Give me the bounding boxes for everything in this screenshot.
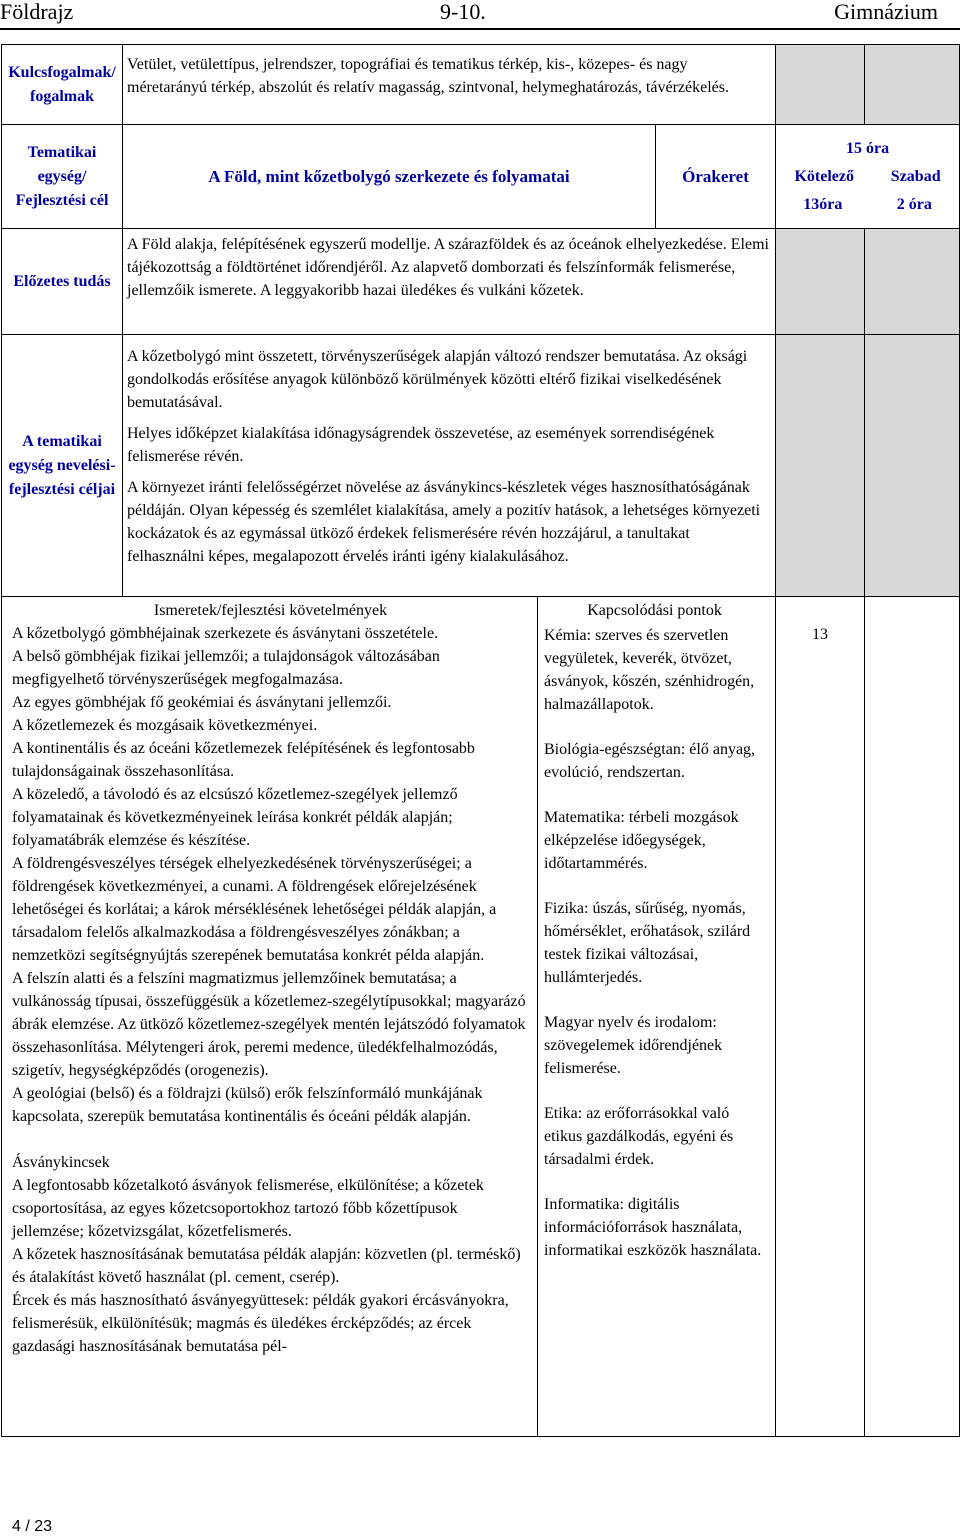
- requirement-subheading: Ásványkincsek: [12, 1154, 110, 1171]
- curriculum-table: [1, 44, 960, 1437]
- requirement-item: A belső gömbhéjak fizikai jellemzői; a tulajdonságok változásában megfigyelhető törvényszerűségek megfogalmazása.: [12, 648, 440, 688]
- key-concepts-text: Vetület, vetülettípus, jelrendszer, topográfiai és tematikus térkép, kis-, közepes- és nagy méretarányú térkép, abszolút és relatív magasság, szintvonal, helymeghatározás, távérzékelés.: [123, 45, 776, 125]
- connections-cell: [538, 597, 776, 1437]
- requirement-spacer: [12, 1128, 529, 1151]
- connection-item: Kémia: szerves és szervetlen vegyületek, keverék, ötvözet, ásványok, kőszén, szénhidrogén, halmazállapotok.: [544, 627, 755, 713]
- total-hours: 15 óra: [845, 139, 890, 157]
- requirement-item: A geológiai (belső) és a földrajzi (külső) erők felszínformáló munkájának kapcsolata, szerepük bemutatása kontinentális és óceáni példák alapján.: [12, 1085, 483, 1125]
- requirement-item: A kőzetlemezek és mozgásaik következményei.: [12, 717, 318, 734]
- connection-item: Informatika: digitális információforrások használata, informatikai eszközök használata.: [544, 1196, 762, 1259]
- connection-item: Biológia-egészségtan: élő anyag, evolúció, rendszertan.: [544, 741, 756, 781]
- requirement-item: A földrengésveszélyes térségek elhelyezkedésének törvényszerűségei; a földrengések következményei, a cunami. A földrengések előrejelzésének lehetőségei és korlátai; a károk mérséklésének lehetőségei példák alapján, a társadalom felelős alkalmazkodása a földrengésveszélyes zónákban; a nemzetközi segítségnyújtás szerepének bemutatása konkrét példa alapján.: [12, 855, 497, 964]
- header-school: Gimnázium: [834, 0, 938, 24]
- hours-frame-label: Órakeret: [656, 125, 776, 229]
- requirement-item: Az egyes gömbhéjak fő geokémiai és ásványtani jellemzői.: [12, 694, 392, 711]
- header-rule: [0, 28, 960, 30]
- hours-cell: 13: [776, 597, 865, 1437]
- prior-knowledge-label: Előzetes tudás: [2, 229, 123, 335]
- connection-item: Fizika: úszás, sűrűség, nyomás, hőmérséklet, erőhatások, szilárd testek fizikai változásai, hullámterjedés.: [544, 900, 751, 986]
- requirement-item: A kontinentális és az óceáni kőzetlemezek felépítésének és legfontosabb tulajdonságainak összehasonlítása.: [12, 740, 475, 780]
- page-number: 4 / 23: [12, 1518, 53, 1535]
- mandatory-label: Kötelező: [794, 167, 854, 185]
- row-requirements: [2, 597, 960, 1437]
- hours-values: [776, 191, 959, 219]
- row-prior-knowledge: [2, 229, 960, 335]
- goal-paragraph: A kőzetbolygó mint összetett, törvényszerűségek alapján változó rendszer bemutatása. Az oksági gondolkodás erősítése anyagok különböző körülmények közötti eltérő fizikai viselkedésének bemutatásával.: [127, 348, 748, 411]
- requirement-item: Ércek és más hasznosítható ásványegyüttesek: példák gyakori ércásványokra, felismerésük, elkülönítésük; magmás és üledékes ércképződés; az ércek gazdasági hasznosításának bemutatása pél-: [12, 1292, 509, 1355]
- row-topic: [2, 125, 960, 229]
- requirements-cell: [2, 597, 538, 1437]
- gray-cell: [865, 335, 960, 597]
- page-header: [0, 0, 960, 24]
- connection-item: Etika: az erőforrásokkal való etikus gazdálkodás, egyéni és társadalmi érdek.: [544, 1105, 734, 1168]
- goals-label: A tematikai egység nevelési-fejlesztési céljai: [2, 335, 123, 597]
- connection-item: Matematika: térbeli mozgások elképzelése időegységek, időtartammérés.: [544, 809, 739, 872]
- requirement-item: A kőzetek hasznosításának bemutatása példák alapján: közvetlen (pl. terméskő) és átalakítást követő használat (pl. cement, cserép).: [12, 1246, 521, 1286]
- connections-header: Kapcsolódási pontok: [587, 602, 722, 619]
- gray-cell: [776, 335, 865, 597]
- hours-frame: [776, 125, 960, 229]
- requirement-item: A kőzetbolygó gömbhéjainak szerkezete és ásványtani összetétele.: [12, 625, 439, 642]
- requirement-item: A legfontosabb kőzetalkotó ásványok felismerése, elkülönítése; a kőzetek csoportosítása, az egyes kőzetcsoportokhoz tartozó főbb kőzettípusok jellemzése; kőzetvizsgálat, kőzetfelismerés.: [12, 1177, 484, 1240]
- prior-knowledge-text: A Föld alakja, felépítésének egyszerű modellje. A szárazföldek és az óceánok elhelyezkedése. Elemi tájékozottság a földtörténet időrendjéről. Az alapvető domborzati és felszínformák felismerése, jellemzőik ismerete. A leggyakoribb hazai üledékes és vulkáni kőzetek.: [123, 229, 776, 335]
- empty-cell: [865, 597, 960, 1437]
- goal-paragraph: A környezet iránti felelősségérzet növelése az ásványkincs-készletek véges hasznosíthatóságának példáján. Olyan képesség és szemlélet kialakítása, amely a pozitív hatások, a lehetséges környezeti kockázatok és az egymással ütköző érdekek felismerésére révén hozzájárul, a tanultakat felhasználni képes, megalapozott érvelés iránti igény kialakulásához.: [127, 479, 761, 565]
- requirements-header: Ismeretek/fejlesztési követelmények: [153, 602, 388, 619]
- connection-item: Magyar nyelv és irodalom: szövegelemek időrendjének felismerése.: [544, 1014, 723, 1077]
- requirement-item: A felszín alatti és a felszíni magmatizmus jellemzőinek bemutatása; a vulkánosság típusai, összefüggésük a kőzetlemez-szegélytípusokkal; magyarázó ábrák elemzése. Az ütköző kőzetlemez-szegélyek mentén lejátszódó folyamatok összehasonlítása. Mélytengeri árok, peremi medence, üledékfelhalmozódás, szigetív, hegységképződés (orogenezis).: [12, 970, 526, 1079]
- hours-headers: [776, 163, 959, 191]
- gray-cell: [865, 45, 960, 125]
- key-concepts-label: Kulcsfogalmak/ fogalmak: [2, 45, 123, 125]
- free-hours: 2 óra: [896, 195, 932, 213]
- free-label: Szabad: [890, 167, 941, 185]
- topic-label: Tematikai egység/ Fejlesztési cél: [2, 125, 123, 229]
- goals-text: [123, 335, 776, 597]
- gray-cell: [776, 45, 865, 125]
- header-subject: Földrajz: [0, 0, 74, 24]
- row-key-concepts: [2, 45, 960, 125]
- goal-paragraph: Helyes időképzet kialakítása időnagyságrendek összevetése, az események sorrendiségének felismerése révén.: [127, 425, 715, 465]
- row-goals: [2, 335, 960, 597]
- gray-cell: [865, 229, 960, 335]
- topic-title: A Föld, mint kőzetbolygó szerkezete és folyamatai: [123, 125, 656, 229]
- header-grade: 9-10.: [440, 0, 486, 24]
- mandatory-hours: 13óra: [803, 195, 843, 213]
- requirement-item: A közeledő, a távolodó és az elcsúszó kőzetlemez-szegélyek jellemző folyamatainak és következményeinek leírása konkrét példák alapján; folyamatábrák elemzése és készítése.: [12, 786, 458, 849]
- gray-cell: [776, 229, 865, 335]
